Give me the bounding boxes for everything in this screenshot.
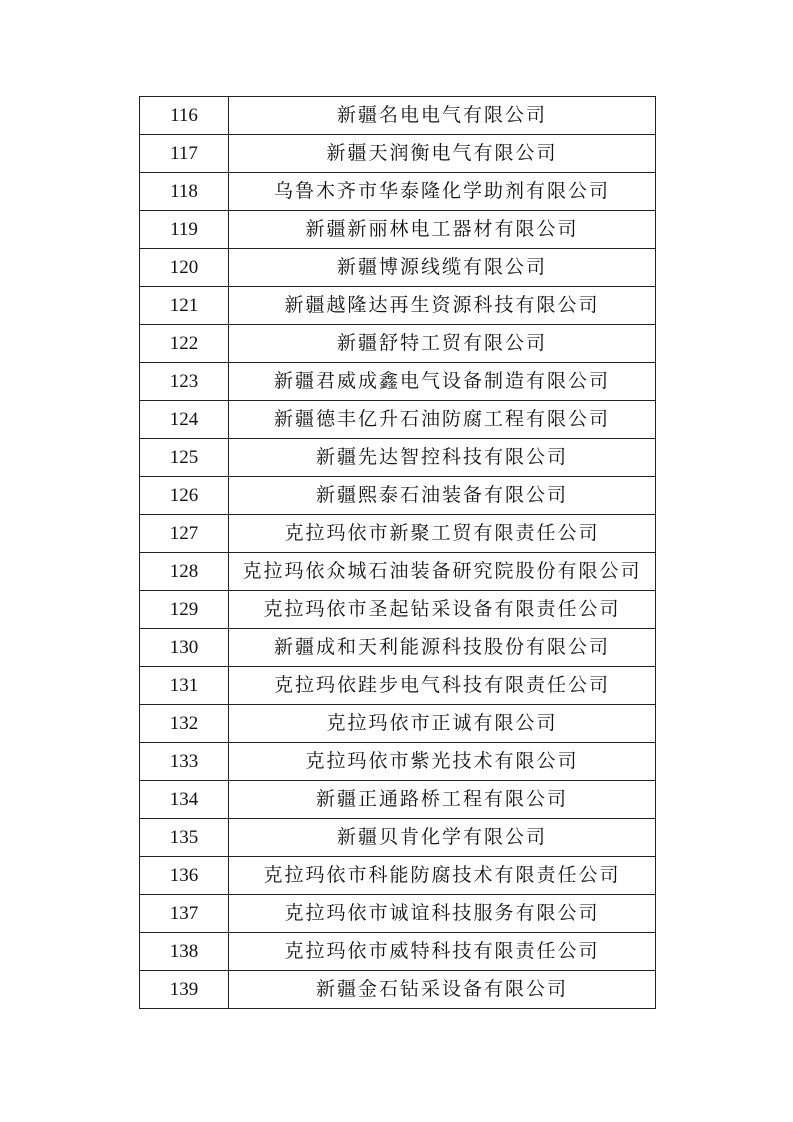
table-row: [140, 705, 656, 743]
table-row: [140, 819, 656, 857]
table-row: [140, 515, 656, 553]
company-name: 克拉玛依市诚谊科技服务有限公司: [229, 895, 656, 933]
table-row: [140, 895, 656, 933]
company-name: 新疆博源线缆有限公司: [229, 249, 656, 287]
table-row: [140, 401, 656, 439]
row-number: 133: [140, 743, 229, 781]
table-row: [140, 857, 656, 895]
row-number: 137: [140, 895, 229, 933]
table-row: [140, 287, 656, 325]
company-name: 新疆正通路桥工程有限公司: [229, 781, 656, 819]
company-name: 新疆舒特工贸有限公司: [229, 325, 656, 363]
company-name: 克拉玛依市新聚工贸有限责任公司: [229, 515, 656, 553]
table-row: [140, 477, 656, 515]
row-number: 134: [140, 781, 229, 819]
company-name: 新疆先达智控科技有限公司: [229, 439, 656, 477]
company-name: 新疆君威成鑫电气设备制造有限公司: [229, 363, 656, 401]
row-number: 125: [140, 439, 229, 477]
row-number: 138: [140, 933, 229, 971]
company-name: 新疆金石钻采设备有限公司: [229, 971, 656, 1009]
row-number: 117: [140, 135, 229, 173]
table-row: [140, 249, 656, 287]
company-name: 克拉玛依市威特科技有限责任公司: [229, 933, 656, 971]
row-number: 124: [140, 401, 229, 439]
row-number: 128: [140, 553, 229, 591]
table-row: [140, 135, 656, 173]
row-number: 126: [140, 477, 229, 515]
company-name: 新疆天润衡电气有限公司: [229, 135, 656, 173]
row-number: 129: [140, 591, 229, 629]
company-name: 克拉玛依众城石油装备研究院股份有限公司: [229, 553, 656, 591]
table-row: [140, 667, 656, 705]
table-row: [140, 173, 656, 211]
company-name: 新疆熙泰石油装备有限公司: [229, 477, 656, 515]
table-row: [140, 553, 656, 591]
row-number: 132: [140, 705, 229, 743]
row-number: 121: [140, 287, 229, 325]
company-name: 克拉玛依市圣起钻采设备有限责任公司: [229, 591, 656, 629]
row-number: 120: [140, 249, 229, 287]
table-row: [140, 591, 656, 629]
company-name: 新疆新丽林电工器材有限公司: [229, 211, 656, 249]
company-name: 新疆贝肯化学有限公司: [229, 819, 656, 857]
row-number: 122: [140, 325, 229, 363]
company-name: 克拉玛依市紫光技术有限公司: [229, 743, 656, 781]
company-name: 克拉玛依市科能防腐技术有限责任公司: [229, 857, 656, 895]
company-list-table: [139, 96, 656, 1009]
table-row: [140, 743, 656, 781]
row-number: 127: [140, 515, 229, 553]
table-row: [140, 781, 656, 819]
company-name: 克拉玛依跬步电气科技有限责任公司: [229, 667, 656, 705]
row-number: 118: [140, 173, 229, 211]
row-number: 123: [140, 363, 229, 401]
table-row: [140, 971, 656, 1009]
company-name: 新疆名电电气有限公司: [229, 97, 656, 135]
table-row: [140, 629, 656, 667]
table-row: [140, 211, 656, 249]
row-number: 131: [140, 667, 229, 705]
company-name: 新疆成和天利能源科技股份有限公司: [229, 629, 656, 667]
table-row: [140, 325, 656, 363]
row-number: 139: [140, 971, 229, 1009]
company-name: 新疆越隆达再生资源科技有限公司: [229, 287, 656, 325]
table-row: [140, 363, 656, 401]
table-row: [140, 439, 656, 477]
company-name: 克拉玛依市正诚有限公司: [229, 705, 656, 743]
row-number: 135: [140, 819, 229, 857]
company-name: 乌鲁木齐市华泰隆化学助剂有限公司: [229, 173, 656, 211]
row-number: 130: [140, 629, 229, 667]
row-number: 119: [140, 211, 229, 249]
row-number: 136: [140, 857, 229, 895]
table-row: [140, 933, 656, 971]
row-number: 116: [140, 97, 229, 135]
company-name: 新疆德丰亿升石油防腐工程有限公司: [229, 401, 656, 439]
table-row: [140, 97, 656, 135]
